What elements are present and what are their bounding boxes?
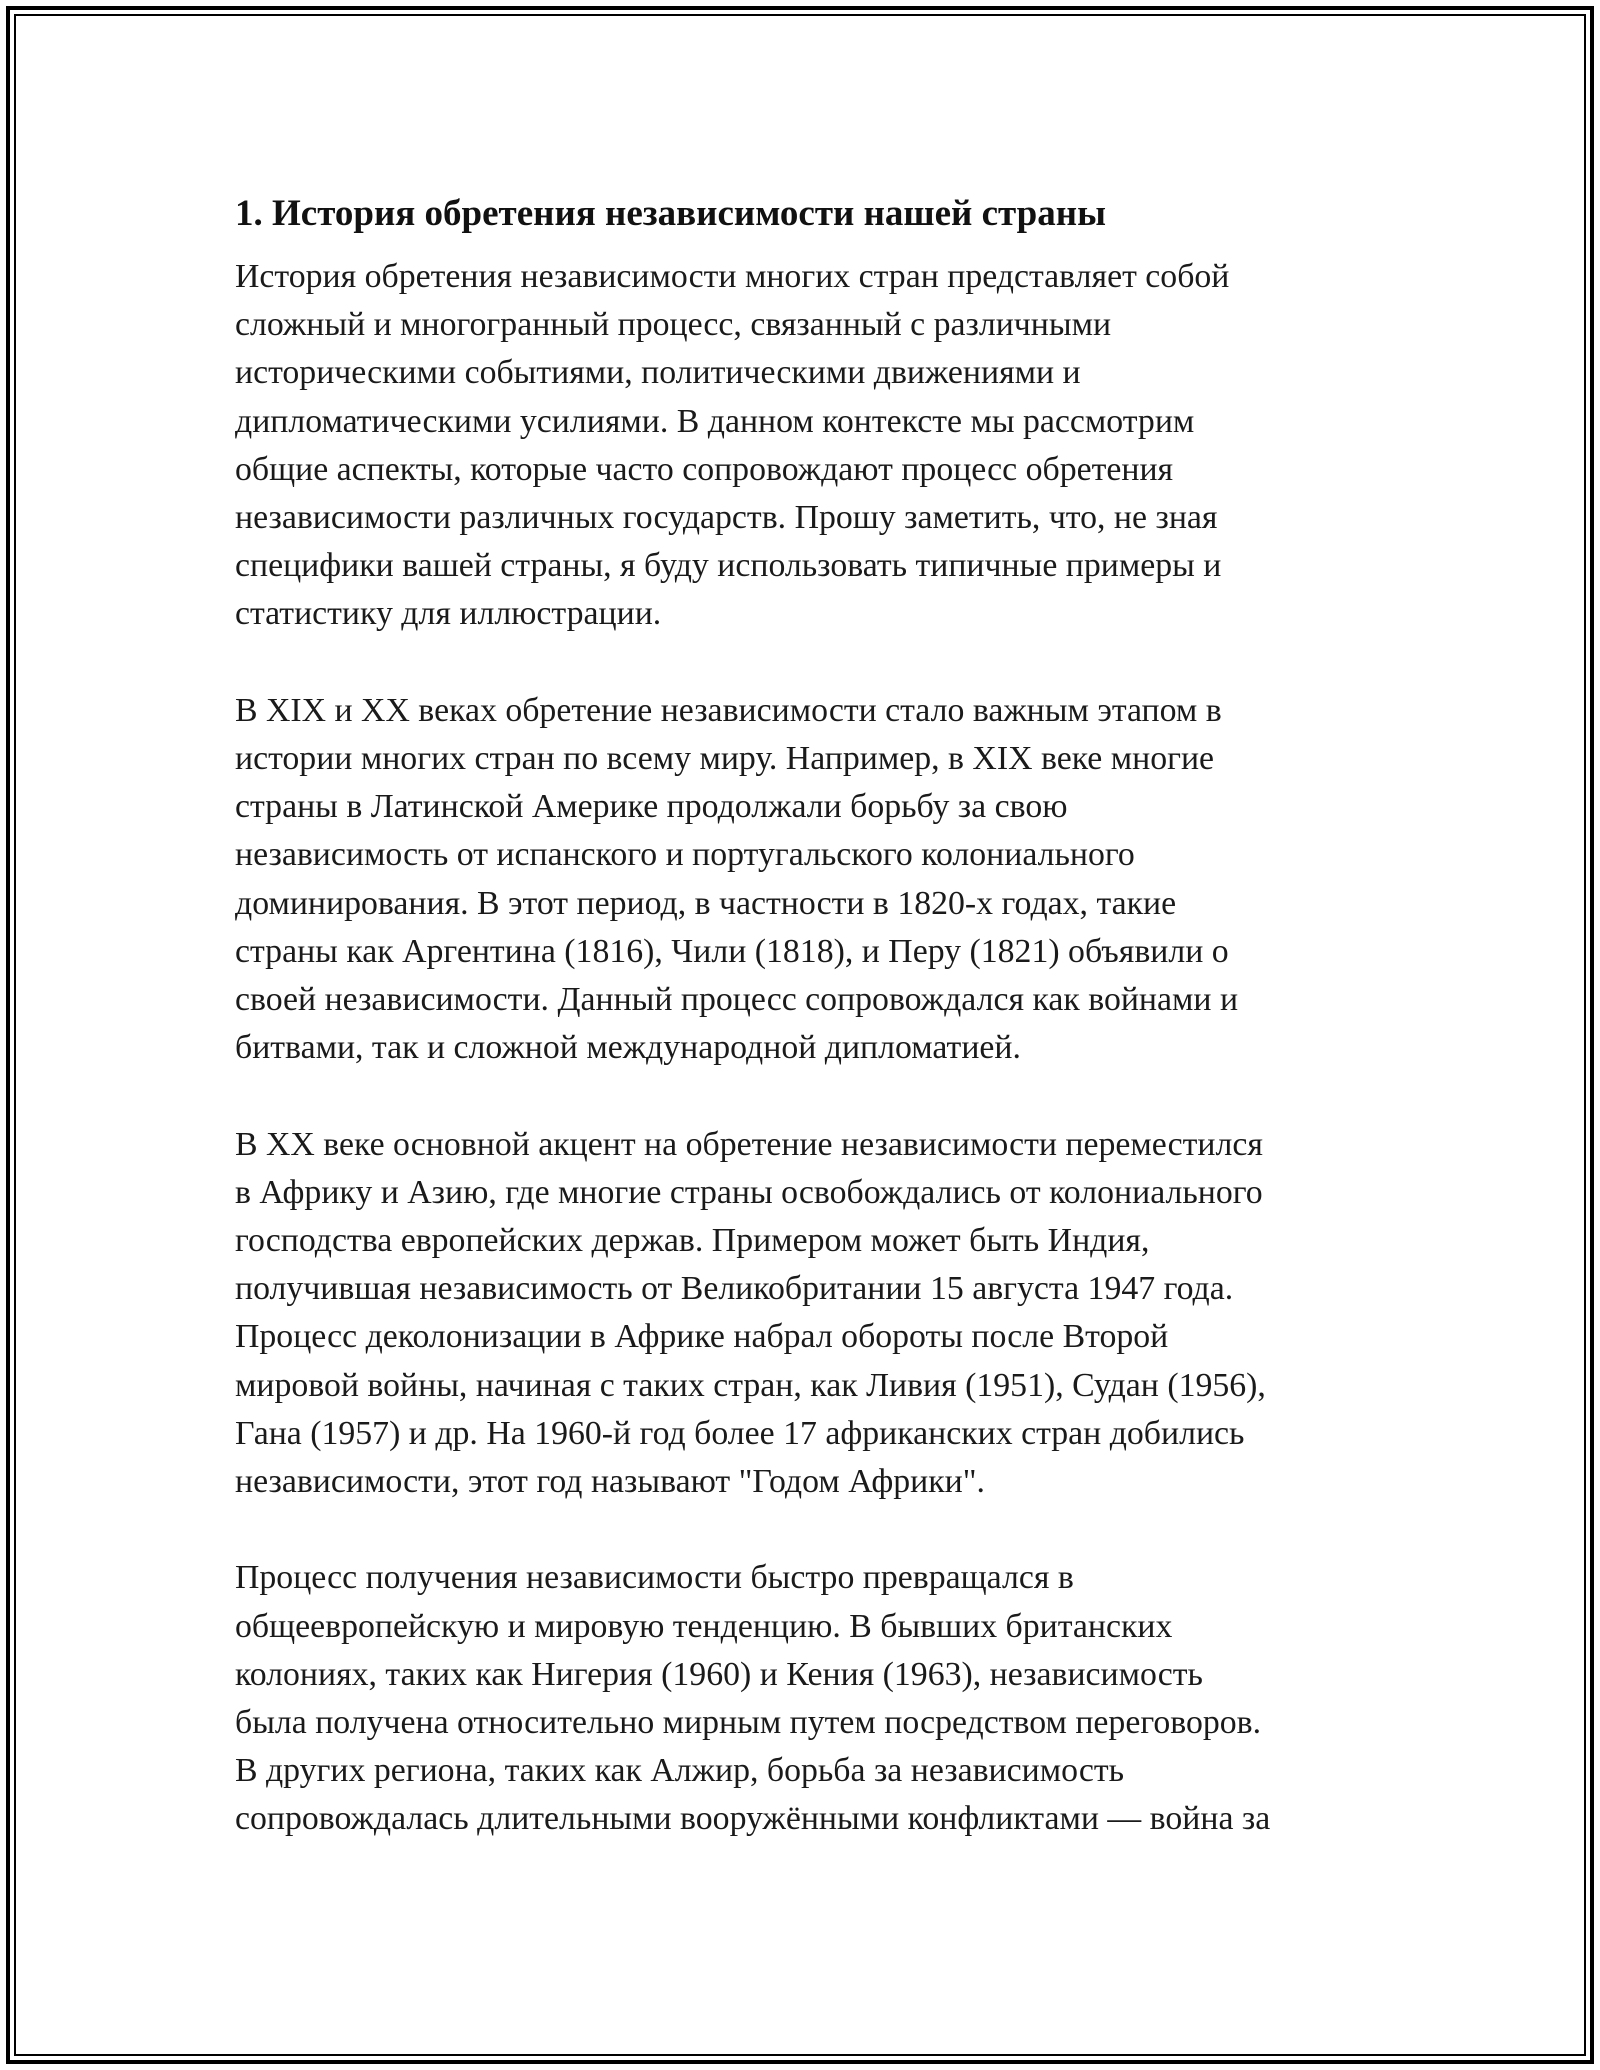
text-line: страны как Аргентина (1816), Чили (1818), и Перу (1821) объявили о xyxy=(235,932,1229,970)
text-line: истории многих стран по всему миру. Например, в XIX веке многие xyxy=(235,740,1215,778)
text-line: В XIX и XX веках обретение независимости стало важным этапом в xyxy=(235,691,1222,729)
text-line: господства европейских держав. Примером может быть Индия, xyxy=(235,1222,1150,1260)
text-line: Процесс деколонизации в Африке набрал обороты после Второй xyxy=(235,1318,1169,1356)
text-line: статистику для иллюстрации. xyxy=(235,595,662,633)
text-line: мировой войны, начиная с таких стран, как Ливия (1951), Судан (1956), xyxy=(235,1366,1266,1404)
text-line: независимость от испанского и португальского колониального xyxy=(235,836,1135,874)
text-line: сложный и многогранный процесс, связанный с различными xyxy=(235,306,1112,344)
text-line: битвами, так и сложной международной дипломатией. xyxy=(235,1029,1021,1067)
text-line: доминирования. В этот период, в частности в 1820-х годах, такие xyxy=(235,884,1177,922)
text-line: получившая независимость от Великобритании 15 августа 1947 года. xyxy=(235,1270,1234,1308)
text-line: страны в Латинской Америке продолжали борьбу за свою xyxy=(235,788,1068,826)
text-line: Процесс получения независимости быстро превращался в xyxy=(235,1559,1074,1597)
text-line: своей независимости. Данный процесс сопровождался как войнами и xyxy=(235,981,1239,1019)
text-line: дипломатическими усилиями. В данном контексте мы рассмотрим xyxy=(235,402,1195,440)
text-line: независимости различных государств. Прошу заметить, что, не зная xyxy=(235,499,1218,537)
section-heading: 1. История обретения независимости нашей страны xyxy=(235,193,1106,234)
paragraph-3 xyxy=(235,1121,1375,1507)
text-line: колониях, таких как Нигерия (1960) и Кения (1963), независимость xyxy=(235,1655,1203,1693)
text-line: была получена относительно мирным путем посредством переговоров. xyxy=(235,1704,1262,1742)
text-line: историческими событиями, политическими движениями и xyxy=(235,354,1081,392)
text-line: сопровождалась длительными вооружёнными конфликтами — война за xyxy=(235,1800,1271,1838)
paragraph-1 xyxy=(235,253,1375,639)
text-line: В других региона, таких как Алжир, борьба за независимость xyxy=(235,1752,1125,1790)
text-line: История обретения независимости многих стран представляет собой xyxy=(235,258,1230,295)
paragraph-4 xyxy=(235,1554,1375,1843)
text-line: Гана (1957) и др. На 1960-й год более 17 африканских стран добились xyxy=(235,1414,1245,1452)
text-line: общие аспекты, которые часто сопровождают процесс обретения xyxy=(235,450,1174,488)
document-body xyxy=(235,186,1375,1844)
text-line: независимости, этот год называют "Годом Африки". xyxy=(235,1463,985,1501)
text-line: в Африку и Азию, где многие страны освобождались от колониального xyxy=(235,1173,1263,1211)
paragraph-2 xyxy=(235,687,1375,1073)
text-line: общеевропейскую и мировую тенденцию. В бывших британских xyxy=(235,1607,1173,1645)
text-line: специфики вашей страны, я буду использовать типичные примеры и xyxy=(235,547,1222,585)
text-line: В XX веке основной акцент на обретение независимости переместился xyxy=(235,1125,1263,1163)
